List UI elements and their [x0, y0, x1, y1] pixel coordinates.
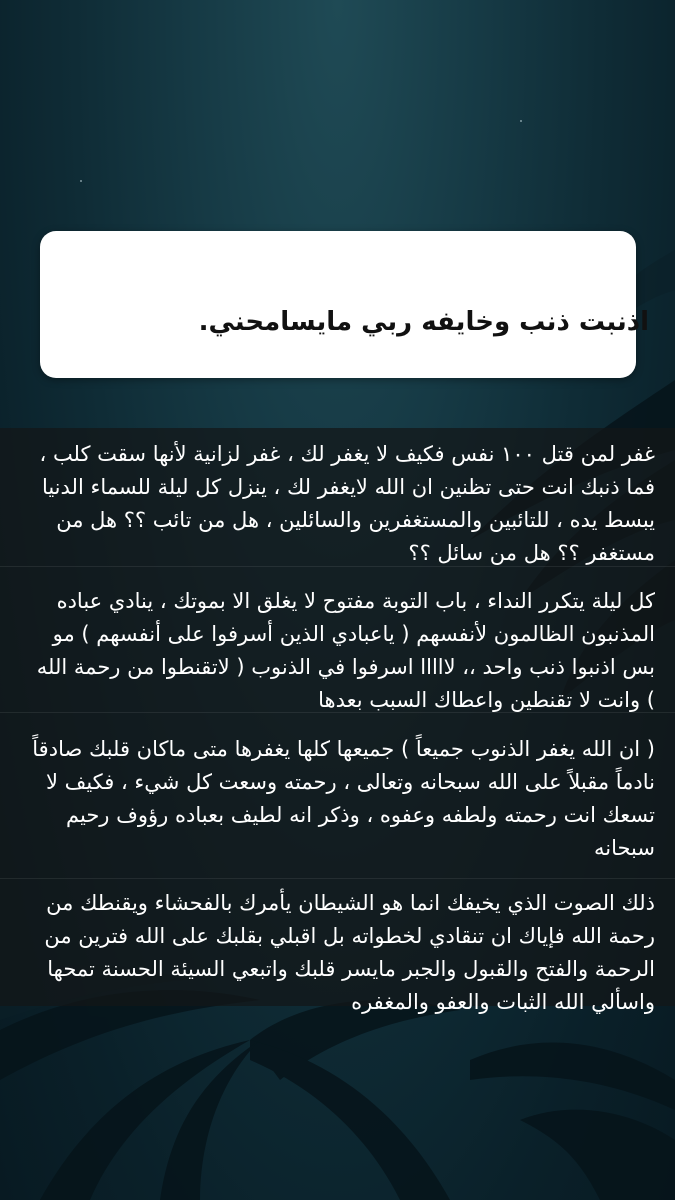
- answer-paragraph-2: كل ليلة يتكرر النداء ، باب التوبة مفتوح لا يغلق الا بموتك ، ينادي عباده المذنبون الظالمون لأنفسهم ( ياعبادي الذين أسرفوا على أنفسهم ) مو بس اذنبوا ذنب واحد ،، لااااا اسرفوا في الذنوب ( لاتقنطوا من رحمة الله ) وانت لا تقنطين واعطاك السبب بعدها: [36, 589, 655, 712]
- star: [520, 120, 522, 122]
- answer-paragraph-3: ( ان الله يغفر الذنوب جميعاً ) جميعها كلها يغفرها متى ماكان قلبك صادقاً نادماً مقبلاً على الله سبحانه وتعالى ، رحمته وسعت كل شيء ، فكيف لا تسعك انت رحمته ولطفه وعفوه ، وذكر انه لطيف بعباده رؤوف رحيم سبحانه: [32, 737, 655, 860]
- answer-paragraph-4: ذلك الصوت الذي يخيفك انما هو الشيطان يأمرك بالفحشاء ويقنطك من رحمة الله فإياك ان تنقادي لخطواته بل اقبلي بقلبك على الله فترين من الرحمة والفتح والقبول والجبر مايسر قلبك واتبعي السيئة الحسنة تمحها واسألي الله الثبات والعفو والمغفره: [44, 891, 655, 1014]
- question-text: اذنبت ذنب وخايفه ربي مايسامحني.: [198, 307, 649, 337]
- answer-paragraph-1: غفر لمن قتل ١٠٠ نفس فكيف لا يغفر لك ، غفر لزانية لأنها سقت كلب ، فما ذنبك انت حتى تظنين ان الله لايغفر لك ، ينزل كل ليلة للسماء الدنيا يبسط يده ، للتائبين والمستغفرين والسائلين ، هل من تائب ؟؟ هل من مستغفر ؟؟ هل من سائل ؟؟: [39, 442, 655, 565]
- question-card: [40, 231, 636, 378]
- paragraph-divider: [0, 878, 675, 879]
- star: [80, 180, 82, 182]
